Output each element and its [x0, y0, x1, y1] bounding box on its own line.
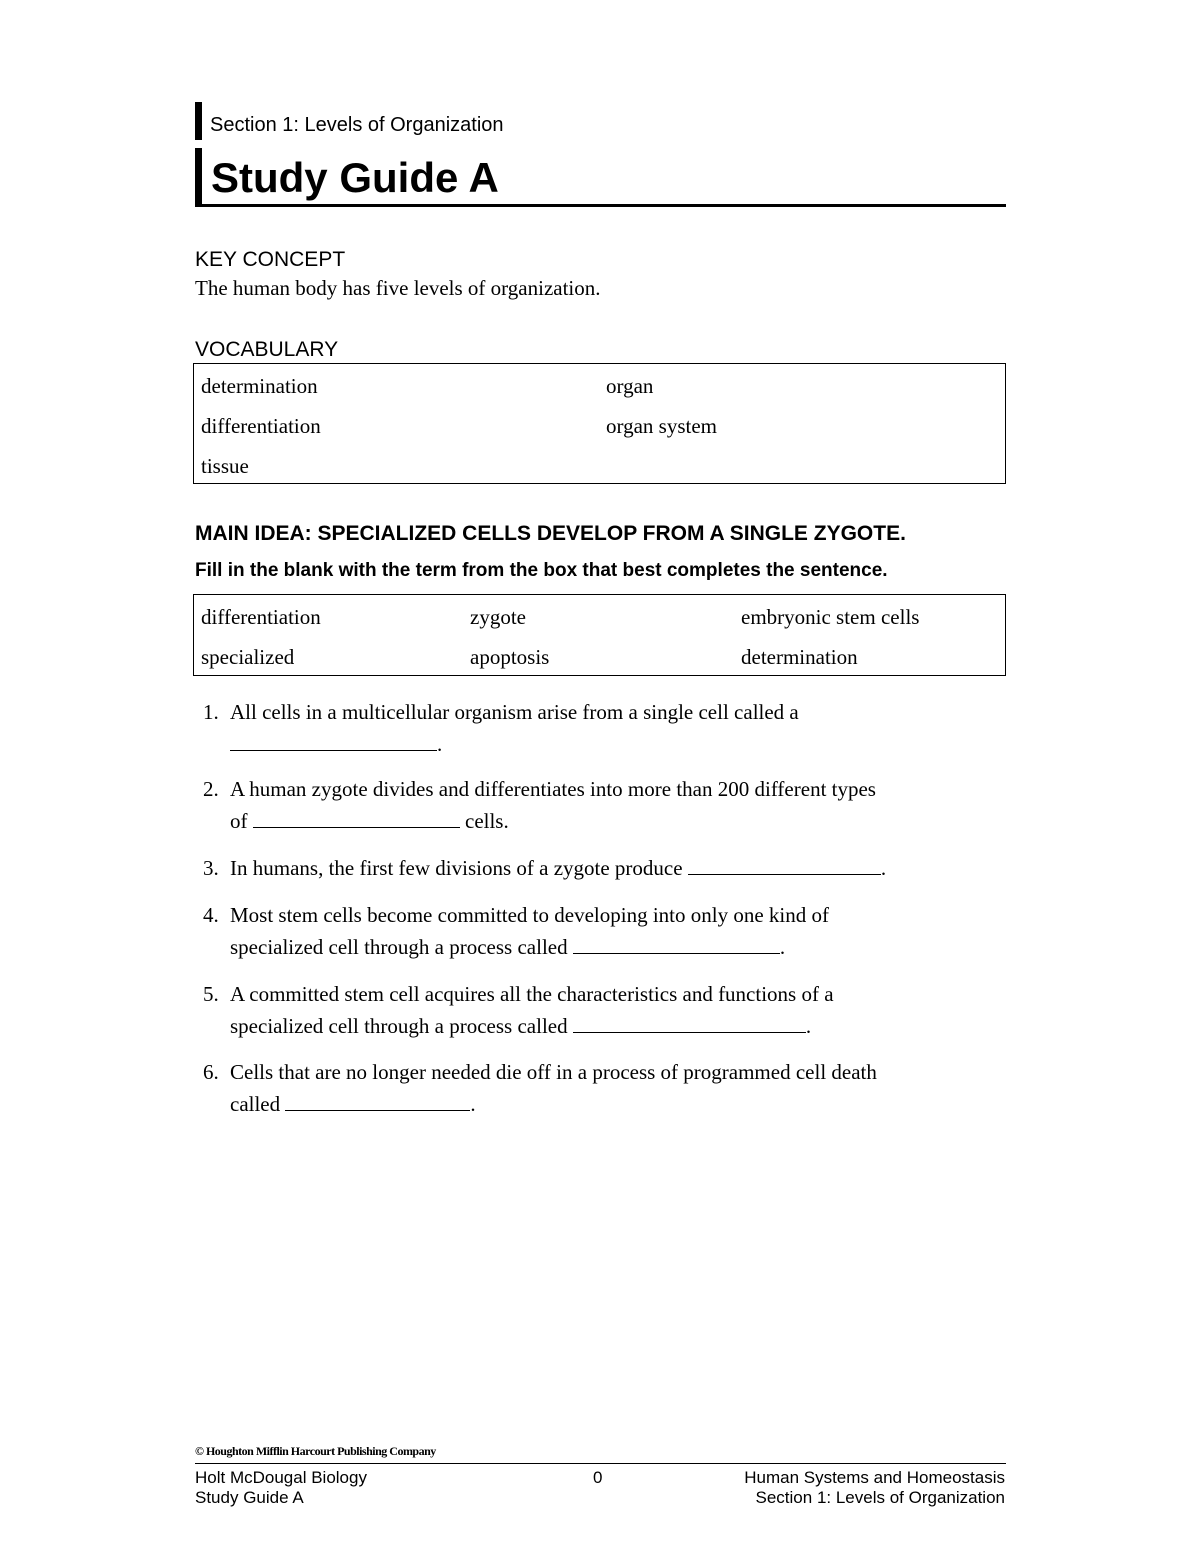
question-text: . — [779, 935, 786, 959]
answer-blank[interactable] — [573, 1012, 806, 1033]
vocab-term: determination — [201, 374, 318, 398]
question-1 — [203, 696, 1003, 760]
question-number: 3. — [203, 856, 219, 880]
page-title: Study Guide A — [211, 154, 499, 201]
question-text: All cells in a multicellular organism arise from a single cell called a — [230, 700, 799, 724]
question-text: Most stem cells become committed to developing into only one kind of — [230, 903, 829, 927]
main-idea-heading: MAIN IDEA: SPECIALIZED CELLS DEVELOP FROM A SINGLE ZYGOTE. — [195, 522, 906, 545]
word-bank-term: specialized — [201, 645, 295, 669]
question-text: Cells that are no longer needed die off in a process of programmed cell death — [230, 1060, 877, 1084]
question-text: . — [805, 1014, 812, 1038]
instructions: Fill in the blank with the term from the box that best completes the sentence. — [195, 560, 888, 581]
question-4 — [203, 899, 1003, 963]
question-5 — [203, 978, 1003, 1042]
key-concept-text: The human body has five levels of organization. — [195, 276, 601, 300]
title-block — [195, 148, 1006, 207]
question-number: 6. — [203, 1060, 219, 1084]
footer-left — [195, 1468, 367, 1508]
question-number: 5. — [203, 982, 219, 1006]
answer-blank[interactable] — [285, 1090, 470, 1111]
key-concept-heading: KEY CONCEPT — [195, 248, 346, 271]
question-text: . — [880, 856, 887, 880]
vocab-term: differentiation — [201, 414, 321, 438]
vocab-term: organ system — [606, 414, 718, 438]
answer-blank[interactable] — [688, 854, 881, 875]
question-text: In humans, the first few divisions of a zygote produce — [230, 856, 688, 880]
footer-right — [744, 1468, 1005, 1508]
question-text: A committed stem cell acquires all the characteristics and functions of a — [230, 982, 834, 1006]
footer-guide-name: Study Guide A — [195, 1488, 304, 1507]
question-text: A human zygote divides and differentiates into more than 200 different types — [230, 777, 876, 801]
question-text: specialized cell through a process called — [230, 1014, 573, 1038]
word-bank-term: embryonic stem cells — [741, 605, 920, 629]
copyright-notice: © Houghton Mifflin Harcourt Publishing Company — [195, 1444, 436, 1458]
title-accent-bar — [195, 148, 202, 206]
vocabulary-box — [193, 363, 1006, 484]
word-bank-box — [193, 594, 1006, 676]
question-text: cells. — [459, 809, 509, 833]
footer-book-title: Holt McDougal Biology — [195, 1468, 367, 1487]
footer-section-title: Section 1: Levels of Organization — [755, 1488, 1005, 1507]
vocab-term: organ — [606, 374, 654, 398]
word-bank-term: zygote — [470, 605, 526, 629]
word-bank-term: apoptosis — [470, 645, 550, 669]
footer-unit-title: Human Systems and Homeostasis — [744, 1468, 1005, 1487]
answer-blank[interactable] — [253, 807, 460, 828]
question-text: of — [230, 809, 253, 833]
word-bank-term: differentiation — [201, 605, 321, 629]
answer-blank[interactable] — [573, 933, 780, 954]
question-3 — [203, 852, 1003, 884]
question-2 — [203, 773, 1003, 837]
vocab-term: tissue — [201, 454, 249, 478]
footer-divider — [195, 1463, 1006, 1464]
word-bank-term: determination — [741, 645, 858, 669]
question-number: 2. — [203, 777, 219, 801]
question-text: . — [437, 732, 443, 756]
question-6 — [203, 1056, 1003, 1120]
question-text: . — [470, 1092, 476, 1116]
question-text: called — [230, 1092, 286, 1116]
vocabulary-heading: VOCABULARY — [195, 338, 339, 361]
question-number: 4. — [203, 903, 219, 927]
answer-blank[interactable] — [230, 730, 437, 751]
question-number: 1. — [203, 700, 219, 724]
page-number: 0 — [593, 1468, 603, 1487]
question-text: specialized cell through a process called — [230, 935, 573, 959]
section-label: Section 1: Levels of Organization — [195, 102, 504, 140]
